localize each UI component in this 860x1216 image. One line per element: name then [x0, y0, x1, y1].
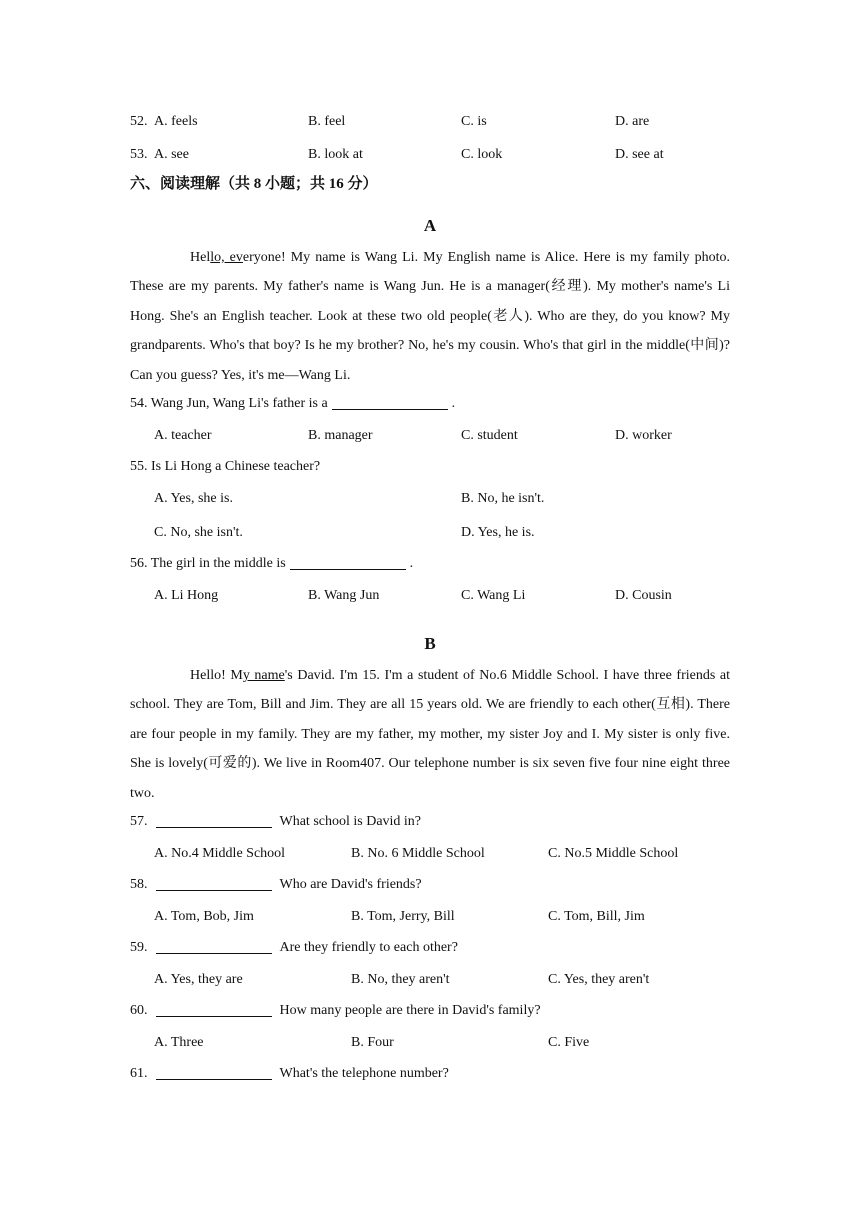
section-heading: [130, 174, 730, 194]
q60-stem: How many people are there in David's family?: [279, 1003, 541, 1018]
section-heading-pre: 六、阅读理解（共: [130, 176, 254, 192]
passage-b-label: B: [424, 634, 436, 653]
q56-answer-blank[interactable]: [290, 555, 406, 570]
q55-option-c: C. No, she isn't.: [154, 525, 243, 540]
question-53: [130, 145, 730, 165]
q57-number: 57.: [130, 814, 148, 829]
q54-option-a: A. teacher: [154, 428, 212, 443]
section-heading-post: 分）: [343, 176, 378, 192]
section-question-count: 8: [253, 176, 262, 192]
question-52: [130, 112, 730, 132]
q52-option-a: A. feels: [154, 114, 198, 129]
q60-options: [130, 1033, 730, 1053]
q53-option-d: D. see at: [615, 147, 664, 162]
q58-option-b: B. Tom, Jerry, Bill: [351, 909, 455, 924]
q56-option-c: C. Wang Li: [461, 588, 526, 603]
question-59: [130, 938, 730, 958]
q60-answer-blank[interactable]: [156, 1002, 272, 1017]
q57-options: [130, 844, 730, 864]
question-56: 56. The girl in the middle is .: [130, 556, 414, 571]
q54-option-d: D. worker: [615, 428, 672, 443]
q56-option-a: A. Li Hong: [154, 588, 219, 603]
q54-option-b: B. manager: [308, 428, 373, 443]
q58-answer-blank[interactable]: [156, 876, 272, 891]
passage-b-text: Hello! My name's David. I'm 15. I'm a student of No.6 Middle School. I have three friends at school. They are Tom, Bill and Jim. They are all 15 years old. We are friendly to each other(互相). There are four people in my family. They are my father, my mother, my sister Joy and I. My sister is only five. She is lovely(可爱的). We live in Room407. Our telephone number is six seven five four nine eight three two.: [130, 668, 731, 801]
q59-number: 59.: [130, 940, 148, 955]
q55-options-row2: [130, 523, 730, 543]
q60-number: 60.: [130, 1003, 148, 1018]
q55-option-a: A. Yes, she is.: [154, 491, 233, 506]
q59-stem: Are they friendly to each other?: [279, 940, 458, 955]
passage-a-underline: lo, ev: [210, 250, 243, 265]
q58-number: 58.: [130, 877, 148, 892]
q52-number: 52.: [130, 114, 148, 129]
q53-option-a: A. see: [154, 147, 189, 162]
q58-options: [130, 907, 730, 927]
q53-option-b: B. look at: [308, 147, 363, 162]
q55-option-d: D. Yes, he is.: [461, 525, 535, 540]
passage-b-underline: y name: [242, 668, 285, 683]
q59-answer-blank[interactable]: [156, 939, 272, 954]
section-heading-mid: 小题；共: [261, 176, 329, 192]
section-score: 16: [328, 176, 344, 192]
q58-option-a: A. Tom, Bob, Jim: [154, 909, 254, 924]
q61-number: 61.: [130, 1066, 148, 1081]
q57-answer-blank[interactable]: [156, 813, 272, 828]
q59-options: [130, 970, 730, 990]
q53-number: 53.: [130, 147, 148, 162]
q55-options-row1: [130, 489, 730, 509]
q60-option-a: A. Three: [154, 1035, 204, 1050]
passage-a-text: Hello, everyone! My name is Wang Li. My English name is Alice. Here is my family photo. These are my parents. My father's name is Wang Jun. He is a manager(经理). My mother's name's Li Hong. She's an English teacher. Look at these two old people(老人). Who are they, do you know? My grandparents. Who's that boy? Is he my brother? No, he's my cousin. Who's that girl in the middle(中间)? Can you guess? Yes, it's me—Wang Li.: [130, 250, 730, 383]
q59-option-c: C. Yes, they aren't: [548, 972, 650, 987]
q58-stem: Who are David's friends?: [279, 877, 422, 892]
q55-stem: 55. Is Li Hong a Chinese teacher?: [130, 459, 321, 474]
question-58: [130, 875, 730, 895]
q56-option-b: B. Wang Jun: [308, 588, 380, 603]
q61-answer-blank[interactable]: [156, 1065, 272, 1080]
q57-option-b: B. No. 6 Middle School: [351, 846, 485, 861]
question-55: [130, 457, 730, 477]
q53-option-c: C. look: [461, 147, 503, 162]
q52-option-d: D. are: [615, 114, 650, 129]
q52-option-b: B. feel: [308, 114, 346, 129]
question-54: 54. Wang Jun, Wang Li's father is a .: [130, 396, 456, 411]
q54-stem: 54. Wang Jun, Wang Li's father is a: [130, 396, 328, 411]
question-57: [130, 812, 730, 832]
q52-option-c: C. is: [461, 114, 487, 129]
q54-option-c: C. student: [461, 428, 518, 443]
q56-stem: 56. The girl in the middle is: [130, 556, 286, 571]
q55-option-b: B. No, he isn't.: [461, 491, 545, 506]
question-60: [130, 1001, 730, 1021]
question-61: [130, 1064, 730, 1084]
q58-option-c: C. Tom, Bill, Jim: [548, 909, 645, 924]
q57-stem: What school is David in?: [279, 814, 422, 829]
q60-option-c: C. Five: [548, 1035, 590, 1050]
q61-stem: What's the telephone number?: [279, 1066, 449, 1081]
q54-options: [130, 426, 730, 446]
q60-option-b: B. Four: [351, 1035, 394, 1050]
q54-answer-blank[interactable]: [332, 395, 448, 410]
q56-option-d: D. Cousin: [615, 588, 672, 603]
q57-option-c: C. No.5 Middle School: [548, 846, 679, 861]
q57-option-a: A. No.4 Middle School: [154, 846, 286, 861]
passage-a-label: A: [423, 216, 437, 235]
q59-option-a: A. Yes, they are: [154, 972, 243, 987]
q56-options: [130, 586, 730, 606]
q59-option-b: B. No, they aren't: [351, 972, 450, 987]
